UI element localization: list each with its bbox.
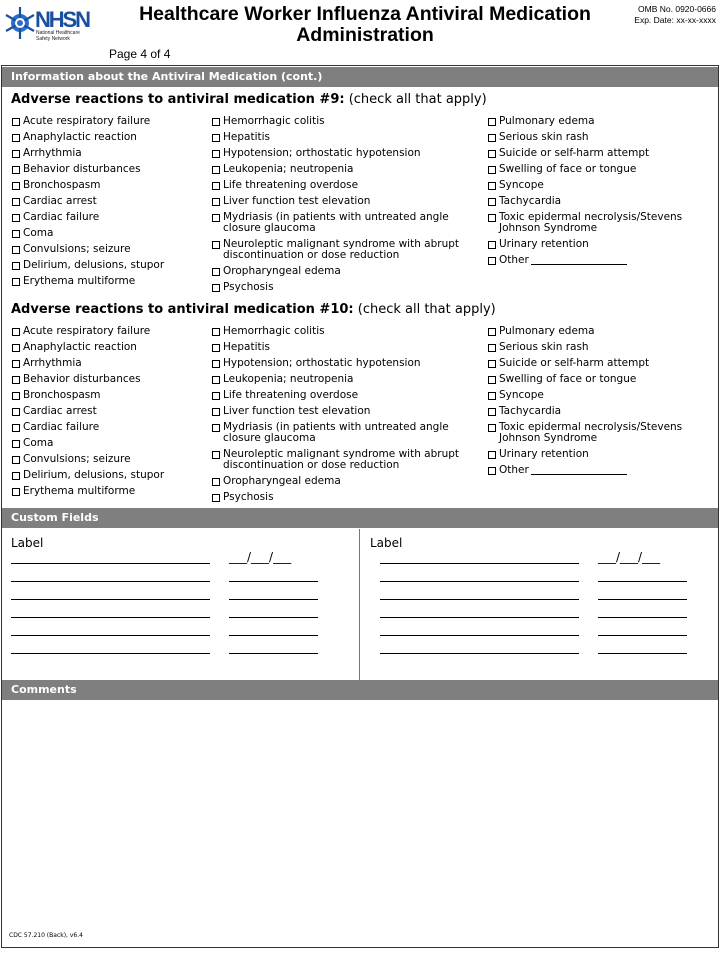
reaction-label: Convulsions; seizure [23,243,131,255]
custom-value-field[interactable] [229,653,318,654]
other-specify-line[interactable] [531,465,627,475]
reaction-label: Serious skin rash [499,131,589,143]
reaction-option[interactable] [212,282,484,293]
checkbox[interactable] [212,478,220,486]
reaction-option[interactable] [212,266,484,277]
reaction-label: Toxic epidermal necrolysis/Stevens Johnson Syndrome [499,211,683,234]
checkbox[interactable] [488,467,496,475]
reaction-option[interactable] [12,228,207,239]
heading-rest: (check all that apply) [353,302,496,317]
reaction-option[interactable] [488,390,713,401]
reaction-label: Arrhythmia [23,147,82,159]
reaction-option[interactable] [212,390,484,401]
reaction-label: Cardiac failure [23,421,100,433]
custom-value-field[interactable] [229,581,318,582]
reaction-option[interactable] [212,449,484,471]
checkbox[interactable] [12,262,20,270]
reaction-option[interactable] [12,374,207,385]
custom-label-left: Label [11,536,44,550]
reaction-option[interactable] [12,342,207,353]
checkbox[interactable] [12,166,20,174]
checkbox[interactable] [12,360,20,368]
reaction-label: Swelling of face or tongue [499,163,637,175]
heading-rest: (check all that apply) [344,92,487,107]
reaction-label: Tachycardia [499,405,562,417]
custom-date-field[interactable]: ___/___/___ [598,550,661,564]
custom-label-field[interactable] [380,581,579,582]
custom-value-field[interactable] [229,617,318,618]
reaction-label: Hepatitis [223,131,270,143]
reaction-option[interactable] [488,239,713,250]
reaction-option[interactable] [488,465,713,476]
reaction-label: Arrhythmia [23,357,82,369]
reaction-label: Erythema multiforme [23,485,136,497]
reaction-option[interactable] [488,132,713,143]
reaction-label: Urinary retention [499,238,589,250]
custom-value-field[interactable] [598,635,687,636]
reaction-option[interactable] [212,342,484,353]
checkbox[interactable] [212,166,220,174]
reaction-label: Serious skin rash [499,341,589,353]
checkbox[interactable] [12,182,20,190]
checkbox[interactable] [488,408,496,416]
checkbox[interactable] [12,214,20,222]
checkbox[interactable] [488,328,496,336]
reaction-label: Leukopenia; neutropenia [223,163,354,175]
reaction-label: Leukopenia; neutropenia [223,373,354,385]
checkbox[interactable] [12,376,20,384]
heading-bold: Adverse reactions to antiviral medication #9: [11,92,345,107]
reaction-label: Oropharyngeal edema [223,265,341,277]
reaction-label: Mydriasis (in patients with untreated angle closure glaucoma [223,421,449,444]
checkbox[interactable] [212,360,220,368]
ae10-col1 [12,326,207,502]
checkbox[interactable] [212,451,220,459]
section-header-custom-fields: Custom Fields [2,508,718,528]
checkbox[interactable] [12,278,20,286]
reaction-label: Bronchospasm [23,179,101,191]
reaction-option[interactable] [12,276,207,287]
checkbox[interactable] [488,134,496,142]
reaction-option[interactable] [212,358,484,369]
checkbox[interactable] [212,284,220,292]
reaction-label: Urinary retention [499,448,589,460]
reaction-label: Life threatening overdose [223,389,359,401]
reaction-option[interactable] [12,470,207,481]
checkbox[interactable] [212,392,220,400]
reaction-option[interactable] [488,406,713,417]
checkbox[interactable] [12,246,20,254]
checkbox[interactable] [488,451,496,459]
reaction-option[interactable] [12,244,207,255]
custom-label-field[interactable] [380,635,579,636]
custom-date-field[interactable]: ___/___/___ [229,550,292,564]
reaction-label: Delirium, delusions, stupor [23,469,165,481]
reaction-label: Neuroleptic malignant syndrome with abrupt discontinuation or dose reduction [223,448,460,471]
reaction-label: Hepatitis [223,341,270,353]
reaction-option[interactable] [212,164,484,175]
reaction-option[interactable] [488,422,713,444]
checkbox[interactable] [212,424,220,432]
ae10-col2 [212,326,484,508]
reaction-option[interactable] [12,406,207,417]
reaction-option[interactable] [12,422,207,433]
reaction-label: Anaphylactic reaction [23,131,137,143]
checkbox[interactable] [12,408,20,416]
section-header-comments: Comments [2,680,718,700]
reaction-option[interactable] [488,374,713,385]
custom-value-field[interactable] [598,617,687,618]
reaction-option[interactable] [12,212,207,223]
reaction-option[interactable] [212,239,484,261]
custom-fields-divider [359,529,360,681]
checkbox[interactable] [212,214,220,222]
custom-value-field[interactable] [229,599,318,600]
reaction-label: Erythema multiforme [23,275,136,287]
expiration-date: Exp. Date: xx-xx-xxxx [634,15,716,25]
checkbox[interactable] [488,166,496,174]
checkbox[interactable] [212,268,220,276]
reaction-label: Neuroleptic malignant syndrome with abrupt discontinuation or dose reduction [223,238,460,261]
checkbox[interactable] [212,408,220,416]
reaction-label: Life threatening overdose [223,179,359,191]
ae9-col2 [212,116,484,298]
reaction-option[interactable] [212,116,484,127]
custom-label-field[interactable] [11,635,210,636]
reaction-option[interactable] [488,148,713,159]
reaction-label: Acute respiratory failure [23,325,151,337]
reaction-option[interactable] [488,449,713,460]
reaction-label: Syncope [499,389,544,401]
reaction-option[interactable] [12,326,207,337]
reaction-label: Hemorrhagic colitis [223,325,325,337]
checkbox[interactable] [212,376,220,384]
checkbox[interactable] [12,198,20,206]
reaction-label: Delirium, delusions, stupor [23,259,165,271]
reaction-label: Swelling of face or tongue [499,373,637,385]
form-title: Healthcare Worker Influenza Antiviral Medication Administration [139,3,591,46]
reaction-label: Pulmonary edema [499,325,595,337]
checkbox[interactable] [212,241,220,249]
reaction-option[interactable] [12,132,207,143]
ae9-col3 [488,116,713,271]
comments-area[interactable] [2,700,718,930]
reaction-option[interactable] [12,164,207,175]
reaction-option[interactable] [212,196,484,207]
checkbox[interactable] [12,150,20,158]
reaction-label: Syncope [499,179,544,191]
checkbox[interactable] [488,150,496,158]
reaction-label: Other [499,254,529,266]
custom-value-field[interactable] [598,653,687,654]
logo-star-icon [6,7,34,39]
reaction-label: Anaphylactic reaction [23,341,137,353]
reaction-option[interactable] [488,342,713,353]
reaction-option[interactable] [212,212,484,234]
checkbox[interactable] [488,344,496,352]
reaction-label: Other [499,464,529,476]
reaction-option[interactable] [12,180,207,191]
reaction-option[interactable] [12,454,207,465]
reaction-option[interactable] [488,196,713,207]
reaction-label: Oropharyngeal edema [223,475,341,487]
reaction-option[interactable] [212,476,484,487]
reaction-label: Behavior disturbances [23,163,141,175]
reaction-option[interactable] [212,132,484,143]
heading-bold: Adverse reactions to antiviral medication #10: [11,302,354,317]
checkbox[interactable] [488,198,496,206]
checkbox[interactable] [12,134,20,142]
custom-label-field[interactable] [380,599,579,600]
checkbox[interactable] [212,134,220,142]
reaction-option[interactable] [12,390,207,401]
reaction-option[interactable] [12,358,207,369]
custom-value-field[interactable] [229,635,318,636]
checkbox[interactable] [212,150,220,158]
checkbox[interactable] [488,257,496,265]
reaction-option[interactable] [212,374,484,385]
svg-text:National Healthcare: National Healthcare [36,30,80,36]
checkbox[interactable] [488,118,496,126]
checkbox[interactable] [212,198,220,206]
reaction-label: Coma [23,227,54,239]
checkbox[interactable] [488,360,496,368]
custom-label-field[interactable] [11,617,210,618]
checkbox[interactable] [488,392,496,400]
reaction-label: Convulsions; seizure [23,453,131,465]
custom-label-field[interactable] [11,563,210,564]
reaction-option[interactable] [12,116,207,127]
reaction-label: Cardiac arrest [23,405,97,417]
checkbox[interactable] [12,344,20,352]
reaction-option[interactable] [12,486,207,497]
reaction-label: Psychosis [223,491,274,503]
nhsn-logo [3,3,95,43]
adverse-reactions-10-heading [11,302,496,317]
custom-value-field[interactable] [598,581,687,582]
reaction-option[interactable] [488,180,713,191]
reaction-option[interactable] [212,326,484,337]
reaction-label: Toxic epidermal necrolysis/Stevens Johnson Syndrome [499,421,683,444]
reaction-label: Behavior disturbances [23,373,141,385]
checkbox[interactable] [488,376,496,384]
reaction-label: Psychosis [223,281,274,293]
checkbox[interactable] [488,214,496,222]
omb-info [634,4,716,26]
reaction-label: Hemorrhagic colitis [223,115,325,127]
reaction-label: Mydriasis (in patients with untreated angle closure glaucoma [223,211,449,234]
custom-label-field[interactable] [11,599,210,600]
reaction-option[interactable] [12,438,207,449]
reaction-label: Cardiac failure [23,211,100,223]
checkbox[interactable] [488,241,496,249]
custom-value-field[interactable] [598,599,687,600]
reaction-label: Liver function test elevation [223,195,371,207]
reaction-label: Hypotension; orthostatic hypotension [223,357,421,369]
reaction-label: Suicide or self-harm attempt [499,357,650,369]
checkbox[interactable] [12,118,20,126]
reaction-label: Suicide or self-harm attempt [499,147,650,159]
other-specify-line[interactable] [531,255,627,265]
checkbox[interactable] [212,118,220,126]
reaction-label: Acute respiratory failure [23,115,151,127]
reaction-label: Liver function test elevation [223,405,371,417]
reaction-option[interactable] [488,212,713,234]
reaction-option[interactable] [488,164,713,175]
reaction-option[interactable] [212,148,484,159]
checkbox[interactable] [212,494,220,502]
custom-label-field[interactable] [380,563,579,564]
form-footer: CDC 57.210 (Back), v6.4 [9,932,83,939]
svg-text:Safety Network: Safety Network [36,36,70,42]
checkbox[interactable] [12,392,20,400]
reaction-option[interactable] [12,148,207,159]
reaction-label: Pulmonary edema [499,115,595,127]
reaction-label: Hypotension; orthostatic hypotension [223,147,421,159]
checkbox[interactable] [488,182,496,190]
checkbox[interactable] [212,344,220,352]
checkbox[interactable] [12,328,20,336]
checkbox[interactable] [488,424,496,432]
ae9-col1 [12,116,207,292]
custom-label-field[interactable] [11,581,210,582]
custom-label-field[interactable] [380,653,579,654]
reaction-option[interactable] [212,492,484,503]
custom-label-right: Label [370,536,403,550]
reaction-option[interactable] [212,422,484,444]
custom-label-field[interactable] [380,617,579,618]
checkbox[interactable] [12,230,20,238]
page-number: Page 4 of 4 [109,47,171,61]
checkbox[interactable] [212,182,220,190]
reaction-option[interactable] [12,196,207,207]
section-header-info: Information about the Antiviral Medication (cont.) [2,67,718,87]
checkbox[interactable] [12,424,20,432]
reaction-option[interactable] [488,326,713,337]
reaction-option[interactable] [488,116,713,127]
reaction-label: Cardiac arrest [23,195,97,207]
reaction-option[interactable] [12,260,207,271]
form-frame [1,65,719,948]
checkbox[interactable] [12,440,20,448]
omb-number: OMB No. 0920-0666 [638,4,716,14]
adverse-reactions-9-heading [11,92,487,107]
logo-text: NHSN [35,7,91,32]
reaction-option[interactable] [212,180,484,191]
checkbox[interactable] [12,456,20,464]
checkbox[interactable] [12,488,20,496]
checkbox[interactable] [12,472,20,480]
checkbox[interactable] [212,328,220,336]
reaction-label: Tachycardia [499,195,562,207]
ae10-col3 [488,326,713,481]
reaction-option[interactable] [488,358,713,369]
reaction-label: Coma [23,437,54,449]
reaction-option[interactable] [212,406,484,417]
reaction-option[interactable] [488,255,713,266]
reaction-label: Bronchospasm [23,389,101,401]
custom-label-field[interactable] [11,653,210,654]
